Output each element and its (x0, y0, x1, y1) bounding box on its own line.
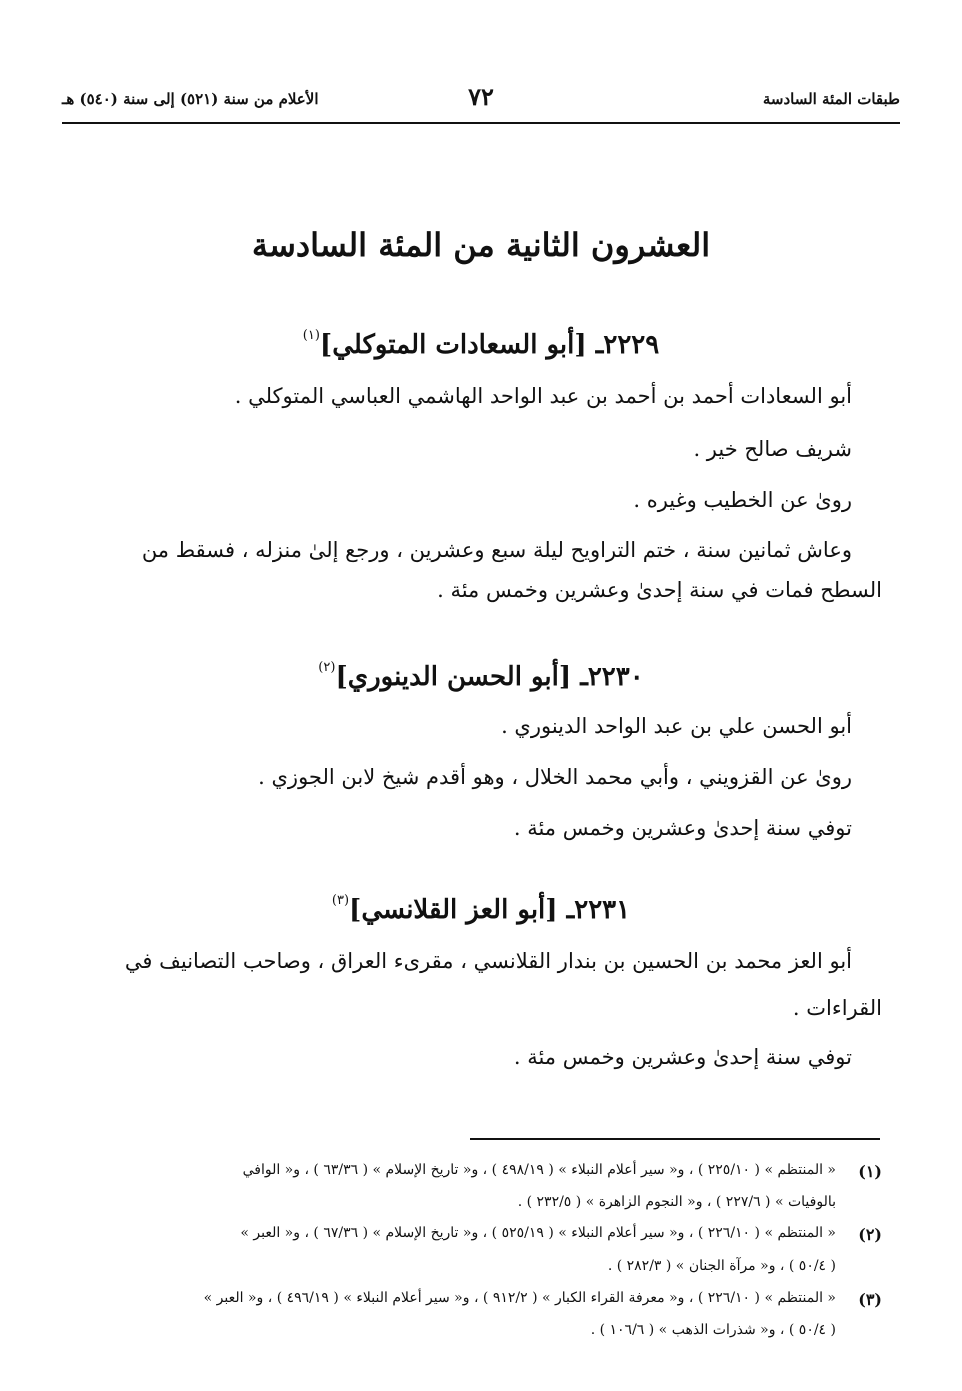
page-number: ٧٢ (468, 82, 494, 111)
entry-line: السطح فمات في سنة إحدىٰ وعشرين وخمس مئة . (437, 578, 882, 602)
entry-line: القراءات . (792, 996, 882, 1020)
entry-line: توفي سنة إحدىٰ وعشرين وخمس مئة . (513, 1045, 852, 1069)
running-head-range: الأعلام من سنة (٥٢١) إلى سنة (٥٤٠) هـ (62, 90, 319, 108)
footnote-ref: (١) (302, 328, 320, 343)
footnote-number: (٣) (858, 1290, 882, 1309)
entry-line: أبو العز محمد بن الحسين بن بندار القلانسي ، مقرىء العراق ، وصاحب التصانيف في (124, 949, 852, 973)
footnote-1 (55, 1162, 882, 1179)
footnote-3 (55, 1290, 882, 1307)
entry-line: وعاش ثمانين سنة ، ختم التراويح ليلة سبع وعشرين ، ورجع إلىٰ منزله ، فسقط من (141, 538, 852, 562)
footnote-text: « المنتظم » ( ٢٢٦/١٠ ) ، و« معرفة القراء الكبار » ( ٩١٢/٢ ) ، و« سير أعلام النبلاء » ( ٤٩٦/١٩ ) ، و« العبر » (203, 1290, 836, 1306)
footnote-number: (١) (858, 1162, 882, 1181)
footnote-text-cont: ( ٥٠/٤ ) ، و« شذرات الذهب » ( ١٠٦/٦ ) . (590, 1322, 836, 1338)
footnote-text-cont: ( ٥٠/٤ ) ، و« مرآة الجنان » ( ٢٨٢/٣ ) . (607, 1258, 836, 1274)
entry-line: شريف صالح خير . (693, 437, 852, 461)
running-head (62, 82, 900, 116)
header-divider (62, 122, 900, 124)
footnote-divider (470, 1138, 880, 1140)
running-head-book-title: طبقات المئة السادسة (762, 90, 900, 108)
entry-line: توفي سنة إحدىٰ وعشرين وخمس مئة . (513, 816, 852, 840)
footnote-text: « المنتظم » ( ٢٢٥/١٠ ) ، و« سير أعلام النبلاء » ( ٤٩٨/١٩ ) ، و« تاريخ الإسلام » ( ٦٣/٣٦ ) ، و« الوافي (242, 1162, 836, 1178)
footnote-2 (55, 1225, 882, 1242)
entry-title-text: ٢٢٣١ـ [أبو العز القلانسي] (349, 895, 631, 925)
section-title: العشرون الثانية من المئة السادسة (251, 226, 711, 264)
entry-line: أبو الحسن علي بن عبد الواحد الدينوري . (501, 714, 852, 738)
entry-line: روىٰ عن القزويني ، وأبي محمد الخلال ، وهو أقدم شيخ لابن الجوزي . (258, 765, 852, 789)
footnote-ref: (٢) (318, 660, 336, 675)
entry-title-text: ٢٢٣٠ـ [أبو الحسن الدينوري] (335, 662, 644, 692)
footnote-text: « المنتظم » ( ٢٢٦/١٠ ) ، و« سير أعلام النبلاء » ( ٥٢٥/١٩ ) ، و« تاريخ الإسلام » ( ٦٧/٣٦ ) ، و« العبر » (240, 1225, 836, 1241)
entry-title-2230 (0, 660, 962, 692)
entry-title-text: ٢٢٢٩ـ [أبو السعادات المتوكلي] (319, 330, 660, 360)
footnote-text-cont: بالوفيات » ( ٢٢٧/٦ ) ، و« النجوم الزاهرة » ( ٢٣٢/٥ ) . (517, 1194, 836, 1210)
footnote-ref: (٣) (331, 893, 350, 908)
entry-line: أبو السعادات أحمد بن أحمد بن عبد الواحد الهاشمي العباسي المتوكلي . (234, 384, 852, 408)
entry-title-2229 (0, 328, 962, 360)
footnote-number: (٢) (858, 1225, 882, 1244)
entry-line: روىٰ عن الخطيب وغيره . (633, 488, 852, 512)
entry-title-2231 (0, 893, 962, 925)
